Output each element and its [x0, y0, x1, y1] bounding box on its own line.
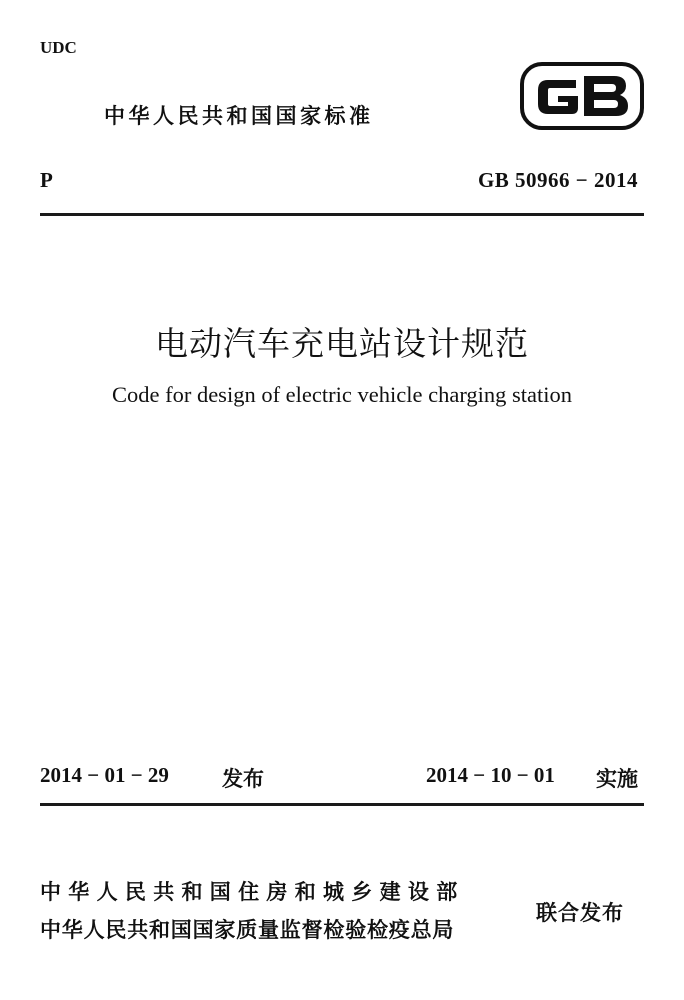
header-divider — [40, 213, 644, 216]
implementation-label: 实施 — [596, 767, 638, 791]
footer-divider — [40, 803, 644, 806]
implementation-date: 2014 − 10 − 01 — [426, 763, 555, 787]
gb-logo-graphic — [520, 62, 644, 130]
standard-category-title: 中华人民共和国国家标准 — [104, 104, 374, 128]
title-english: Code for design of electric vehicle charging station — [111, 382, 573, 407]
issue-label: 发布 — [222, 767, 264, 791]
standard-number: GB 50966 − 2014 — [477, 168, 638, 192]
joint-issue-label: 联合发布 — [536, 901, 624, 925]
issuer-ministry-housing: 中华人民共和国住房和城乡建设部 — [40, 880, 465, 904]
classification-code: P — [40, 168, 53, 192]
issue-date: 2014 − 01 − 29 — [40, 763, 169, 787]
issuer-aqsiq: 中华人民共和国国家质量监督检验检疫总局 — [40, 918, 455, 942]
title-chinese: 电动汽车充电站设计规范 — [155, 324, 529, 363]
gb-logo-icon — [520, 62, 644, 130]
udc-label: UDC — [40, 38, 77, 57]
